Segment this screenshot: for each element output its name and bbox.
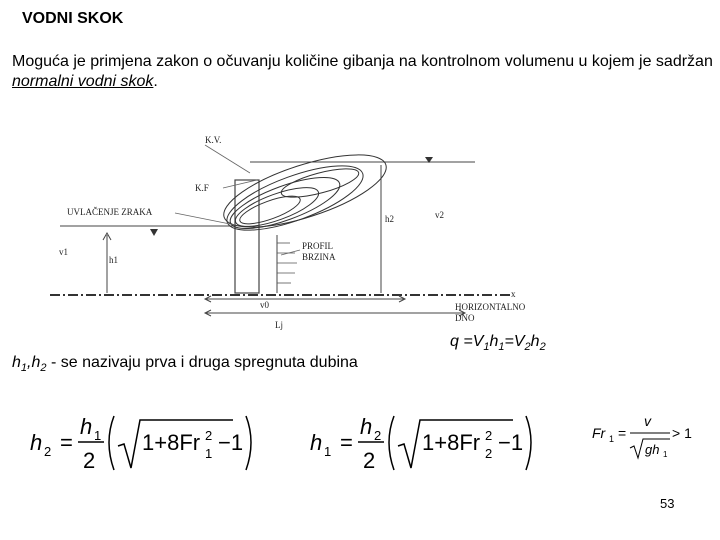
svg-text:2: 2 [44, 444, 52, 459]
svg-text:gh: gh [645, 442, 660, 457]
svg-text:=: = [618, 425, 627, 441]
svg-text:1: 1 [609, 434, 615, 444]
conjugate-depth-note: $h_1,h_2$ - se nazivaju prva i druga spregnuta dubina [12, 354, 358, 375]
formula-h2 [28, 408, 258, 478]
formula-h1 [308, 408, 538, 478]
discharge-equation: $q =V_1h_1=V_2h_2$ [450, 333, 546, 354]
svg-text:h: h [360, 414, 373, 439]
svg-text:h: h [30, 430, 43, 455]
svg-text:1: 1 [324, 444, 332, 459]
svg-text:v: v [644, 413, 651, 429]
intro-text: Moguća je primjena zakon o očuvanju količine gibanja na kontrolnom volumenu u kojem je sadržan [12, 53, 713, 70]
svg-text:2: 2 [205, 428, 213, 443]
label-v0: v0 [260, 300, 269, 310]
svg-text:1+8Fr: 1+8Fr [142, 430, 201, 455]
svg-text:h: h [310, 430, 323, 455]
label-bottom-2: DNO [455, 313, 475, 323]
svg-text:2: 2 [374, 428, 382, 443]
label-profile-1: PROFIL [302, 241, 334, 251]
svg-text:1: 1 [663, 450, 668, 459]
label-v1: v1 [59, 247, 68, 257]
slide-title: VODNI SKOK [22, 10, 124, 27]
svg-text:h: h [80, 414, 93, 439]
page-number: 53 [660, 496, 675, 511]
label-v2: v2 [435, 210, 444, 220]
label-lj: Lj [275, 320, 283, 330]
svg-text:2: 2 [363, 448, 376, 473]
svg-text:1+8Fr: 1+8Fr [422, 430, 481, 455]
label-air: UVLAČENJE ZRAKA [67, 207, 153, 217]
roller-ellipses [216, 140, 394, 243]
svg-text:2: 2 [83, 448, 96, 473]
svg-text:2: 2 [485, 428, 493, 443]
svg-text:−1: −1 [218, 430, 244, 455]
label-h1: h1 [109, 255, 118, 265]
intro-end: . [153, 73, 158, 90]
svg-text:=: = [340, 430, 353, 455]
label-bottom-1: HORIZONTALNO [455, 302, 526, 312]
svg-text:1: 1 [94, 428, 102, 443]
svg-text:Fr: Fr [592, 425, 606, 441]
svg-text:1: 1 [205, 446, 213, 461]
svg-text:−1: −1 [498, 430, 524, 455]
label-profile-2: BRZINA [302, 252, 336, 262]
intro-paragraph [12, 52, 717, 92]
label-kv: K.V. [205, 135, 222, 145]
upstream-level-triangle [150, 229, 158, 236]
formula-froude [590, 412, 700, 467]
label-x: x [511, 289, 516, 299]
svg-text:=: = [60, 430, 73, 455]
svg-text:> 1: > 1 [672, 425, 692, 441]
svg-text:2: 2 [485, 446, 493, 461]
label-h2: h2 [385, 214, 394, 224]
label-kf: K.F [195, 183, 209, 193]
hydraulic-jump-diagram [45, 125, 555, 335]
intro-link[interactable]: normalni vodni skok [12, 73, 154, 90]
